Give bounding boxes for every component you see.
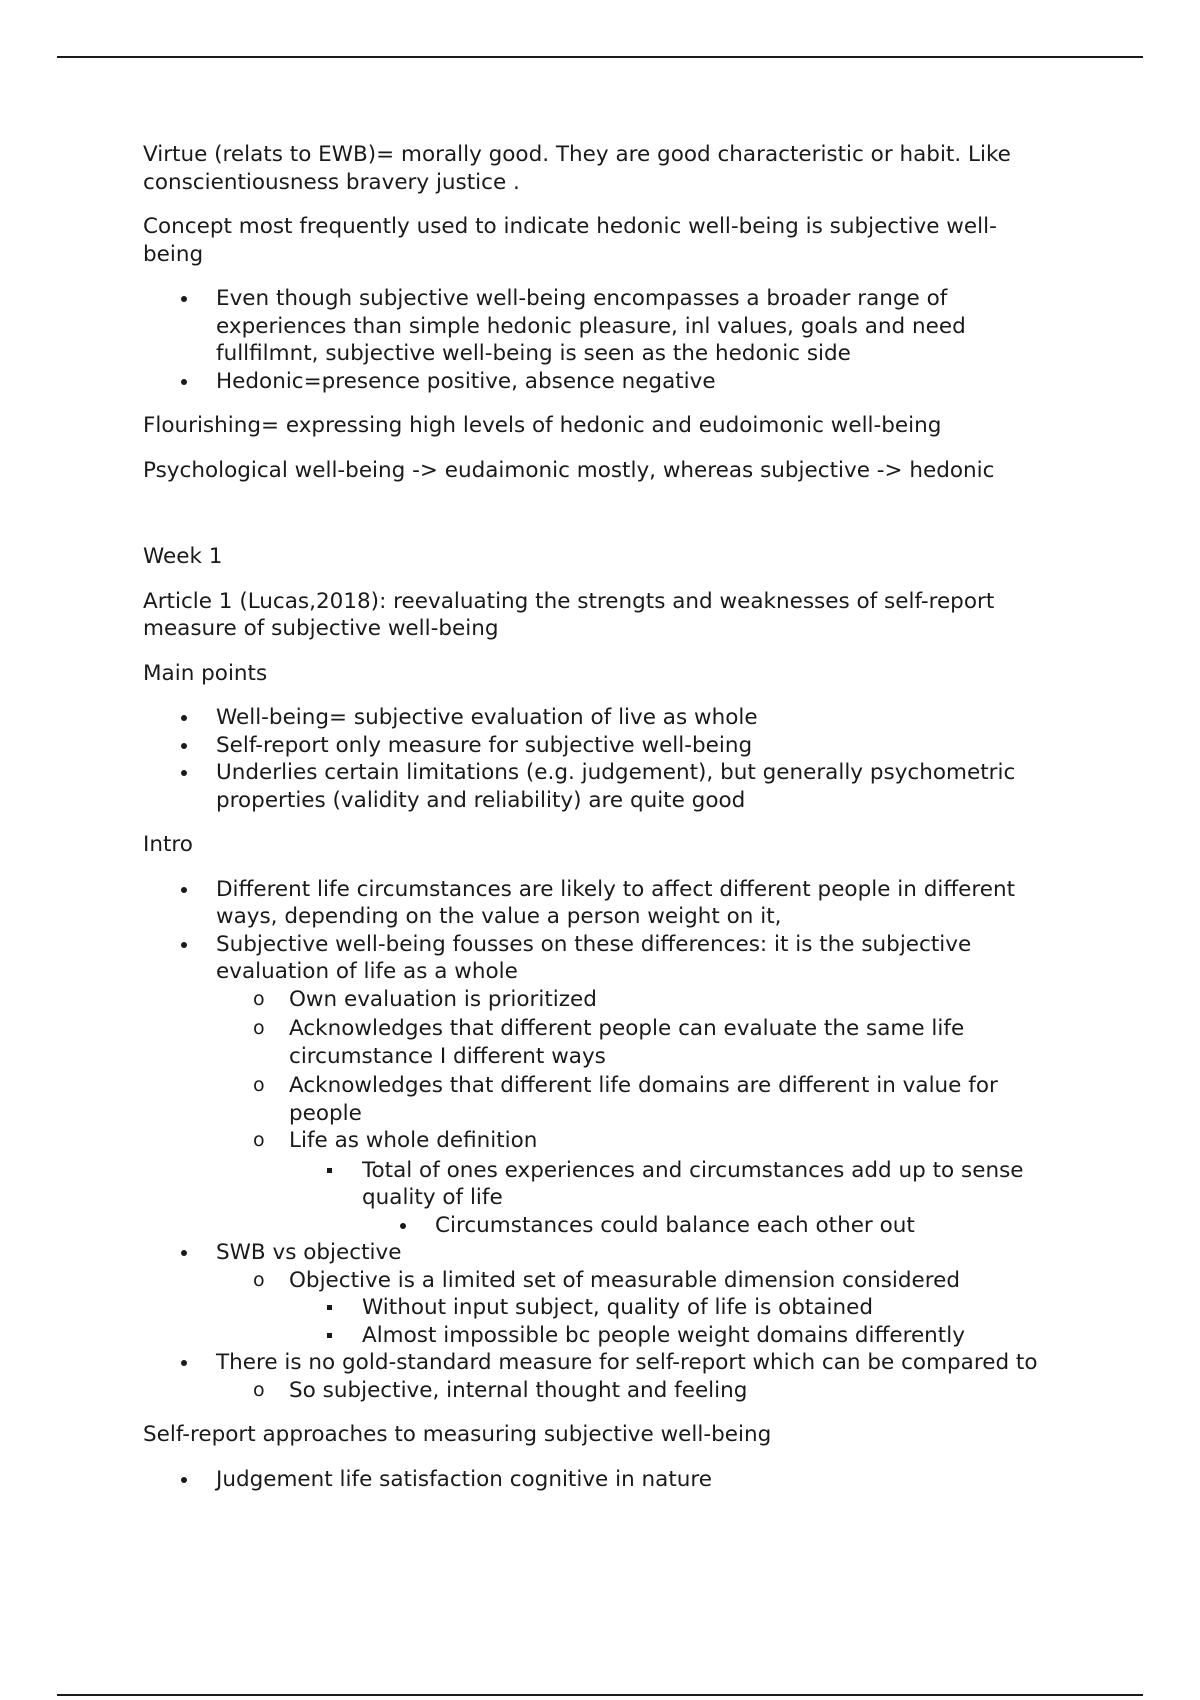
sub-sub-sub-list-item: Circumstances could balance each other out [435,1212,915,1238]
list-item: There is no gold-standard measure for self-report which can be compared to So subjective, internal thought and feeling [143,1349,1043,1404]
sub-list [216,1267,1043,1350]
sub-list-item: Acknowledges that different life domains are different in value for people [289,1073,998,1126]
footer-rule [57,1694,1143,1696]
article-title: Article 1 (Lucas,2018): reevaluating the strengts and weaknesses of self-report measure of subjective well-being [143,588,995,641]
list-item: Underlies certain limitations (e.g. judgement), but generally psychometric properties (validity and reliability) are quite good [216,760,1016,813]
paragraph-virtue: Virtue (relats to EWB)= morally good. They are good characteristic or habit. Like conscientiousness bravery justice . [143,142,1011,195]
sub-list-item: Acknowledges that different people can evaluate the same life circumstance I different ways [289,1016,965,1069]
sub-list [216,1377,1043,1405]
sub-sub-list-item: Without input subject, quality of life is obtained [362,1295,874,1320]
list-item: SWB vs objective Objective is a limited set of measurable dimension considered Without input subject, quality of life is obtained Almost impossible bc people weight domains differently [143,1239,1043,1349]
list-intro [143,876,1043,1405]
sub-list-item: So subjective, internal thought and feeling [289,1377,748,1403]
list-main-points [143,704,1043,814]
sub-sub-list-item: Almost impossible bc people weight domains differently [362,1322,965,1348]
sub-list [216,986,1043,1240]
list-selfreport [143,1466,1043,1494]
list-item: Self-report only measure for subjective well-being [216,732,753,758]
sub-list-item: Objective is a limited set of measurable dimension considered Without input subject, quality of life is obtained Almost impossible bc people weight domains differently [216,1267,1043,1350]
main-points-heading: Main points [143,660,268,686]
list-item: Different life circumstances are likely to affect different people in different ways, depending on the value a person weight on it, [216,876,1016,929]
list-item: Well-being= subjective evaluation of live as whole [216,705,758,730]
intro-heading: Intro [143,832,193,857]
header-rule [57,56,1143,58]
sub-sub-sub-list [362,1212,1043,1240]
list-hedonic [143,285,1043,395]
list-item: Judgement life satisfaction cognitive in nature [216,1466,712,1492]
sub-list-item: Own evaluation is prioritized [289,986,597,1012]
sub-list-item: Life as whole definition Total of ones experiences and circumstances add up to sense quality of life Circumstances could balance each other out [216,1127,1043,1239]
list-item: Hedonic=presence positive, absence negative [216,368,716,394]
list-item: Subjective well-being fousses on these differences: it is the subjective evaluation of life as a whole Own evaluation is prioritized Acknowledges that different people can evaluate the same life circumstance I different ways Acknowledges that different life domains are different in value for people Life as whole definition Total of ones experiences and circumstances add up to sense quality of life Circumstances could balance each other out [143,931,1043,1240]
list-item: Even though subjective well-being encompasses a broader range of experiences than simple hedonic pleasure, inl values, goals and need fullfilmnt, subjective well-being is seen as the hedonic side [216,286,966,366]
week-heading: Week 1 [143,544,223,569]
sub-sub-list-item: Total of ones experiences and circumstances add up to sense quality of life Circumstances could balance each other out [289,1157,1043,1240]
paragraph-concept: Concept most frequently used to indicate hedonic well-being is subjective well-being [143,214,997,267]
document-body [143,141,1043,1510]
paragraph-flourishing: Flourishing= expressing high levels of hedonic and eudoimonic well-being [143,413,942,438]
sub-sub-list [289,1157,1043,1240]
selfreport-heading: Self-report approaches to measuring subjective well-being [143,1422,772,1447]
sub-sub-list [289,1294,1043,1349]
paragraph-psychological: Psychological well-being -> eudaimonic mostly, whereas subjective -> hedonic [143,457,995,483]
